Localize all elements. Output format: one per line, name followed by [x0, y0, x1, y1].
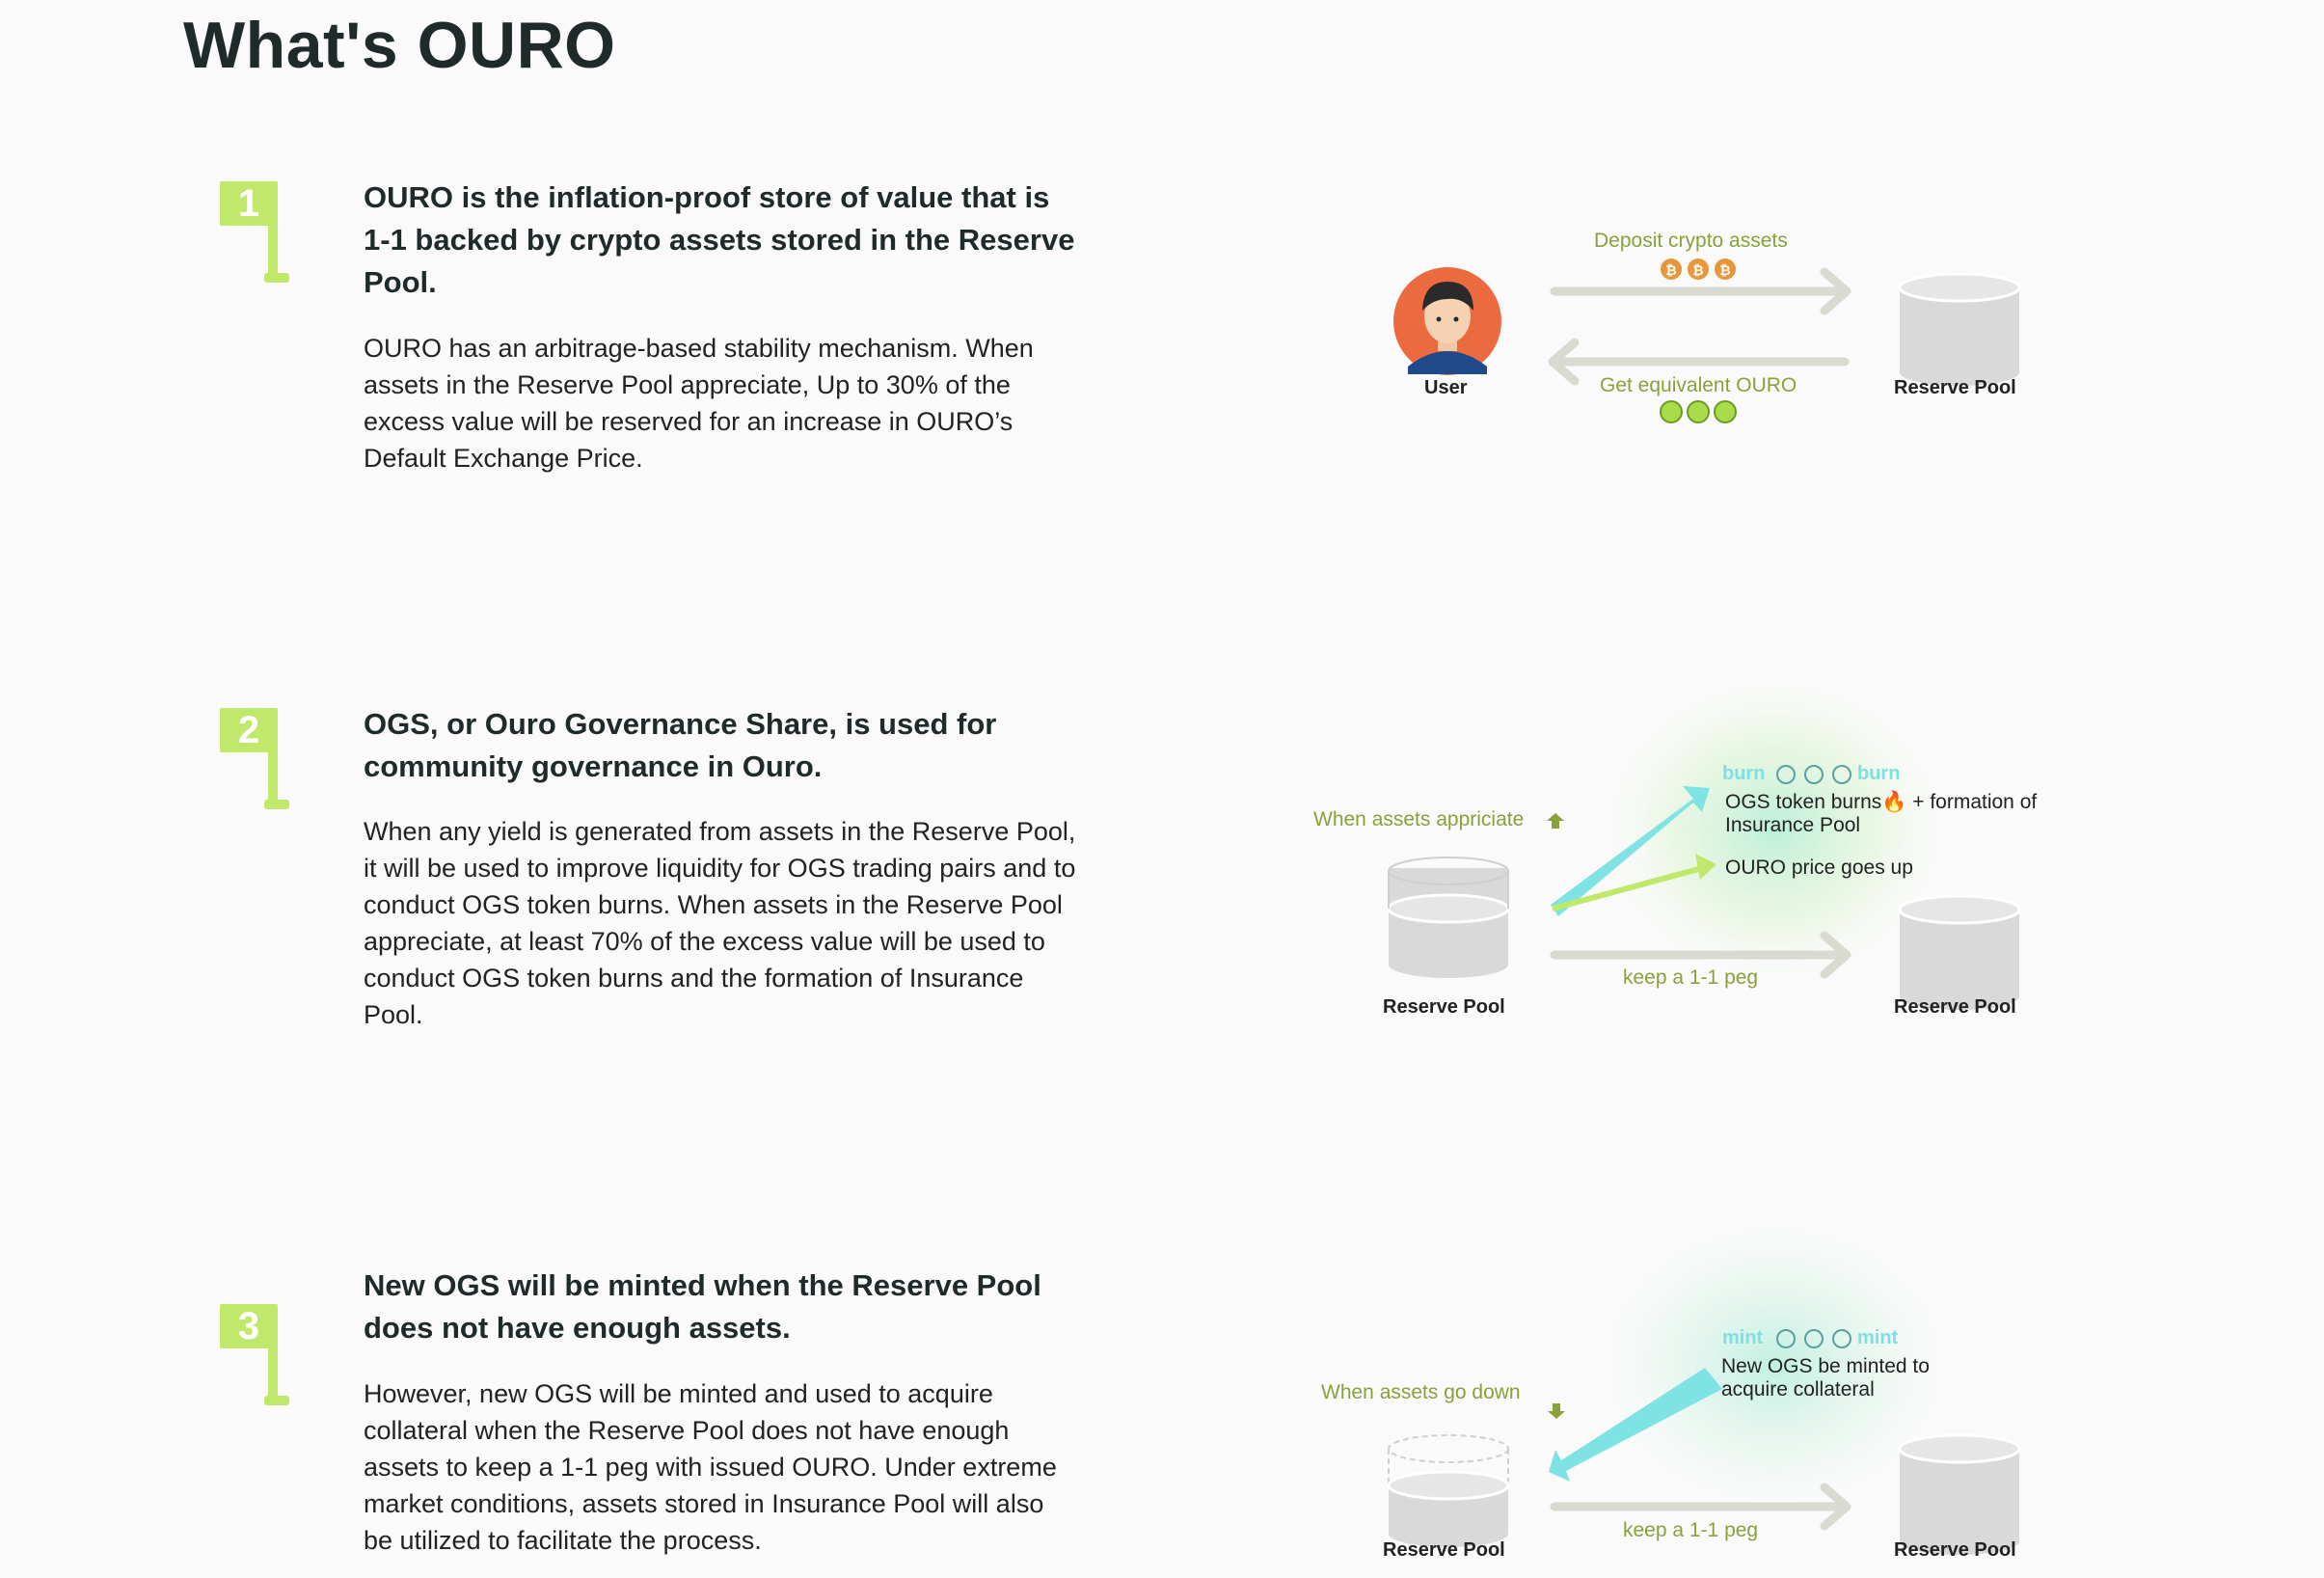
receive-label: Get equivalent OURO: [1600, 374, 1797, 396]
section-heading: New OGS will be minted when the Reserve Pool does not have enough assets.: [364, 1268, 1041, 1345]
step-number: 3: [220, 1304, 278, 1348]
peg-label: keep a 1-1 peg: [1623, 966, 1759, 989]
burn-label-left: burn: [1722, 763, 1766, 784]
deposit-diagram: [1292, 222, 2064, 415]
arrow-down-icon: [1548, 1403, 1565, 1419]
ouro-coin-icons: [1661, 401, 1736, 422]
section-heading: OGS, or Ouro Governance Share, is used for community governance in Ouro.: [364, 707, 997, 783]
reserve-pool-label: Reserve Pool: [1383, 996, 1505, 1018]
step-flag-2: [220, 708, 289, 814]
burn-description: OGS token burns🔥 + formation of Insurance Pool: [1725, 791, 2038, 836]
reserve-pool-icon: [1389, 857, 1508, 978]
reserve-pool-label: Reserve Pool: [1383, 1539, 1505, 1561]
deposit-label: Deposit crypto assets: [1594, 230, 1788, 252]
svg-text:₿: ₿: [1692, 262, 1704, 278]
condition-label: When assets appriciate: [1313, 808, 1525, 830]
step-number: 1: [220, 181, 278, 226]
user-label: User: [1424, 377, 1468, 398]
user-avatar-icon: [1393, 267, 1501, 375]
reserve-pool-icon: [1900, 274, 2019, 386]
step-flag-1: [220, 181, 289, 287]
burn-label-right: burn: [1857, 763, 1901, 784]
condition-label: When assets go down: [1321, 1381, 1521, 1403]
section-body: However, new OGS will be minted and used to acquire collateral when the Reserve Pool does not have enough assets to keep a 1-1 peg with issued OURO. Under extreme market conditions, assets stored in Insurance Pool will also be utilized to facilitate the process.: [364, 1379, 1057, 1555]
svg-text:₿: ₿: [1665, 262, 1677, 278]
appreciation-diagram: [1292, 656, 2064, 1042]
svg-text:₿: ₿: [1719, 262, 1731, 278]
step-number: 2: [220, 708, 278, 752]
mint-description: New OGS be minted to acquire collateral: [1721, 1355, 1930, 1401]
section-body: When any yield is generated from assets in the Reserve Pool, it will be used to improve liquidity for OGS trading pairs and to conduct OGS token burns. When assets in the Reserve Pool appreciate, at least 70% of the excess value will be used to conduct OGS token burns and the formation of Insurance Pool.: [364, 817, 1076, 1029]
reserve-pool-icon: [1389, 1435, 1508, 1547]
section-heading: OURO is the inflation-proof store of value that is 1-1 backed by crypto assets stored in the Reserve Pool.: [364, 180, 1075, 299]
reserve-pool-label: Reserve Pool: [1894, 996, 2016, 1018]
reserve-pool-icon: [1900, 1435, 2019, 1555]
peg-label: keep a 1-1 peg: [1623, 1519, 1759, 1541]
price-description: OURO price goes up: [1725, 857, 1913, 879]
bitcoin-coin-icons: [1661, 258, 1736, 280]
mint-label-left: mint: [1722, 1327, 1764, 1348]
reserve-pool-icon: [1900, 896, 2019, 1010]
mint-label-right: mint: [1857, 1327, 1899, 1348]
step-flag-3: [220, 1304, 289, 1410]
mint-diagram: [1292, 1206, 2064, 1578]
reserve-pool-label: Reserve Pool: [1894, 1539, 2016, 1561]
reserve-pool-label: Reserve Pool: [1894, 377, 2016, 398]
section-body: OURO has an arbitrage-based stability mechanism. When assets in the Reserve Pool appreciate, Up to 30% of the excess value will be reserved for an increase in OURO’s Default Exchange Price.: [364, 334, 1034, 473]
page-title: What's OURO: [183, 9, 616, 82]
arrow-up-icon: [1547, 813, 1564, 829]
